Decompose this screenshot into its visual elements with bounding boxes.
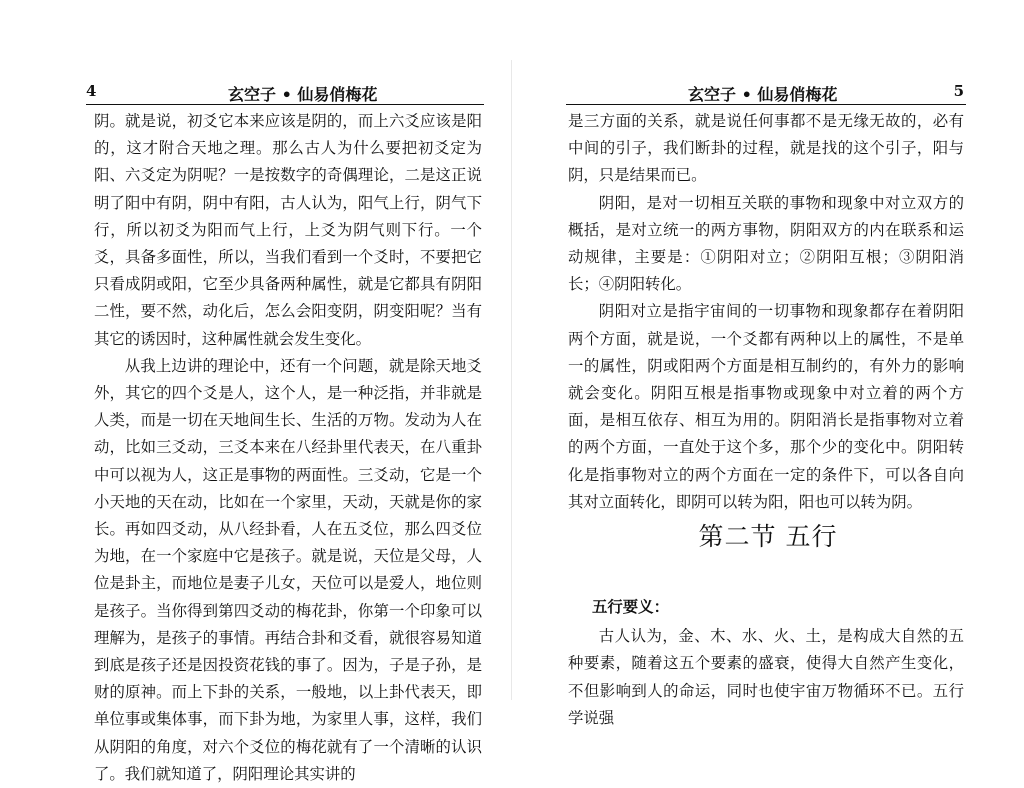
left-paragraph-1: 阴。就是说，初爻它本来应该是阴的，而上六爻应该是阳的，这才附合天地之理。那么古人为什么要把初爻定为阳、六爻定为阴呢？一是按数字的奇偶理论，二是这正说明了阳中有阴，阴中有阳，古人认为，阳气上行，阴气下行，所以初爻为阳而气上行，上爻为阴气则下行。一个爻，具备多面性，所以，当我们看到一个爻时，不要把它只看成阴或阳，它至少具备两种属性，就是它都具有阴阳二性，要不然，动化后，怎么会阳变阴，阴变阳呢？当有其它的诱因时，这种属性就会发生变化。 — [94, 112, 482, 348]
right-page — [512, 0, 1024, 743]
left-paragraph-2: 从我上边讲的理论中，还有一个问题，就是除天地爻外，其它的四个爻是人，这个人，是一种泛指，并非就是人类，而是一切在天地间生长、生活的万物。发动为人在动，比如三爻动，三爻本来在八经卦里代表天，在八重卦中可以视为人，这正是事物的两面性。三爻动，它是一个小天地的天在动，比如在一个家里，天动，天就是你的家长。再如四爻动，从八经卦看，人在五爻位，那么四爻位为地，在一个家庭中它是孩子。就是说，天位是父母，人位是卦主，而地位是妻子儿女，天位可以是爱人，地位则是孩子。当你得到第四爻动的梅花卦，你第一个印象可以理解为，是孩子的事情。再结合卦和爻看，就很容易知道到底是孩子还是因投资花钱的事了。因为，子是子孙，是财的原神。而上下卦的关系，一般地，以上卦代表天，即单位事或集体事，而下卦为地，为家里人事，这样，我们从阴阳的角度，对六个爻位的梅花就有了一个清晰的认识了。我们就知道了，阴阳理论其实讲的 — [94, 356, 482, 783]
left-page-header — [86, 82, 484, 105]
section-body — [568, 594, 964, 732]
right-page-header — [566, 82, 966, 105]
right-paragraph-3: 阴阳对立是指宇宙间的一切事物和现象都存在着阴阳两个方面，就是说，一个爻都有两种以上的属性，不是单一的属性，阴或阳两个方面是相互制约的，有外力的影响就会变化。阴阳互根是指事物或现象中对立着的两个方面，是相互依存、相互为用的。阴阳消长是指事物对立着的两个方面，一直处于这个多，那个少的变化中。阴阳转化是指事物对立的两个方面在一定的条件下，可以各自向其对立面转化，即阴可以转为阳，阳也可以转为阴。 — [568, 302, 964, 511]
right-paragraph-2: 阴阳，是对一切相互关联的事物和现象中对立双方的概括，是对立统一的两方事物，阴阳双方的内在联系和运动规律，主要是：①阴阳对立；②阴阳互根；③阴阳消长；④阴阳转化。 — [568, 193, 964, 294]
left-page-body — [94, 108, 482, 788]
right-page-body — [568, 108, 964, 516]
right-running-title: 玄空子 • 仙易俏梅花 — [688, 85, 838, 104]
left-page-number: 4 — [86, 82, 97, 100]
section-title: 第二节 五行 — [698, 522, 838, 551]
section-subheading: 五行要义： — [592, 598, 669, 616]
left-running-title: 玄空子 • 仙易俏梅花 — [228, 85, 378, 104]
section-paragraph: 古人认为，金、木、水、火、土，是构成大自然的五种要素，随着这五个要素的盛衰，使得大自然产生变化，不但影响到人的命运，同时也使宇宙万物循环不已。五行学说强 — [568, 627, 964, 727]
right-paragraph-1: 是三方面的关系，就是说任何事都不是无缘无故的，必有中间的引子，我们断卦的过程，就是找的这个引子，阳与阴，只是结果而已。 — [568, 112, 964, 185]
right-page-number: 5 — [953, 82, 964, 100]
left-page — [0, 0, 512, 783]
